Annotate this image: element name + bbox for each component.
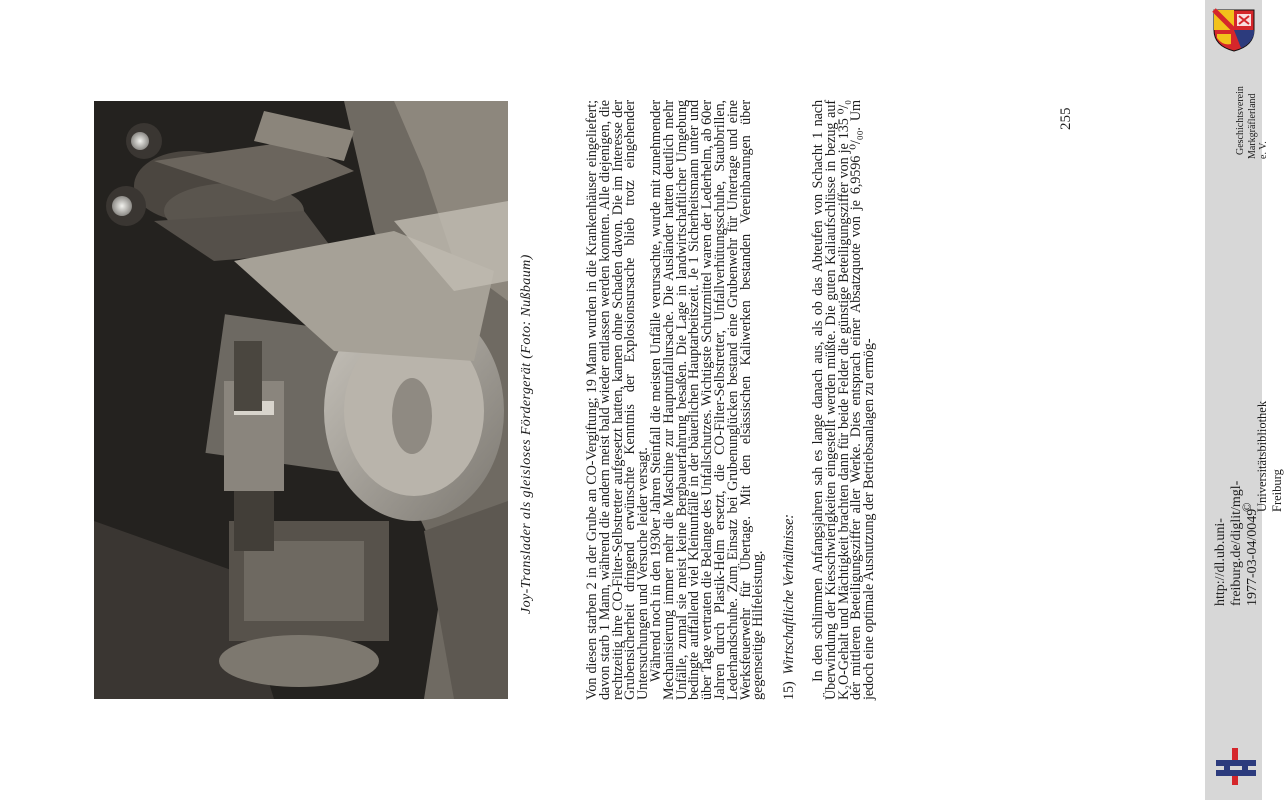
paragraph-1: Von diesen starben 2 in der Grube an CO-Vergiftung; 19 Mann wurden in die Krankenhäuser eingeliefert; davon starb 1 Mann, während die andern meist bald wieder entlassen werden konnten. Alle diejenigen, die rechtzeitig ihre CO-Filter-Selbstretter aufgesetzt hatten, kamen ohne Schaden davon. Die im Interesse der Grubensicherheit dringend erwünschte Kenntnis der Explosionsursache blieb trotz eingehender Untersuchungen und Versuche leider versagt. <box>584 100 652 700</box>
ub-freiburg-logo <box>1214 746 1258 786</box>
society-name-line-2: Markgräflerland e. V. <box>1247 93 1269 159</box>
section-number: 15) <box>781 681 798 700</box>
section-heading <box>783 100 796 700</box>
section-paragraph: In den schlimmen Anfangsjahren sah es lange danach aus, als ob das Abteufen von Schacht 1 nach Überwindung der Kiesschwierigkeiten eingestellt werden müßte. Die guten Kaliaufschlüsse in bezug auf K₂O-Gehalt und Mächtigkeit brachten dann für beide Felder die günstige Beteiligungsziffer von je 135 ⁰/₀ der mittleren Beteiligungsziffer aller Werke. Dies entsprach einer Absatzquote von je 6,9596 ⁰/₀₀. Um jedoch eine optimale Ausnutzung der Betriebsanlagen zu ermög- <box>809 100 878 700</box>
society-name-line-1: Geschichtsverein <box>1235 86 1246 155</box>
joy-loader-photo-graphic <box>94 101 508 699</box>
body-text <box>586 100 876 700</box>
photo-caption: Joy-Translader als gleisloses Fördergerät (Foto: Nußbaum) <box>519 254 534 614</box>
copyright-notice: © Universitätsbibliothek Freiburg <box>1240 400 1284 512</box>
section-title: Wirtschaftliche Verhältnisse: <box>781 514 798 675</box>
mining-photo <box>94 101 508 699</box>
paragraph-2: Während noch in den 1930er Jahren Steinfall die meisten Unfälle verursachte, wurde mit zunehmender Mechanisierung immer mehr die Maschine zur Hauptunfallursache. Die Ausländer hatten deutlich mehr Unfälle, zumal sie meist keine Bergbauerfahrung besaßen. Die Lage in landwirtschaftlicher Umgebung bedingte auffallend viel Kleinunfälle in der bäuerlichen Hauptarbeitszeit. Je 1 Sicherheitsmann unter und über Tage vertraten die Belange des Unfallschutzes. Wichtigste Schutzmittel waren der Lederhelm, ab 60er Jahren durch Plastik-Helm ersetzt, die CO-Filter-Selbstretter, Unfallverhütungsschuhe, Staubbrillen, Lederhandschuhe. Zum Einsatz bei Grubenunglücken bestand eine Grubenwehr für Untertage und eine Werksfeuerwehr für Übertage. Mit den elsässischen Kaliwerken bestanden Vereinbarungen über gegenseitige Hilfeleistung. <box>647 100 767 700</box>
document-url-link[interactable]: http://dl.ub.uni-freiburg.de/diglit/mgl-1977-03-04/0049 <box>1213 480 1260 606</box>
page-number: 255 <box>1058 107 1074 130</box>
coat-of-arms-logo <box>1211 8 1257 52</box>
